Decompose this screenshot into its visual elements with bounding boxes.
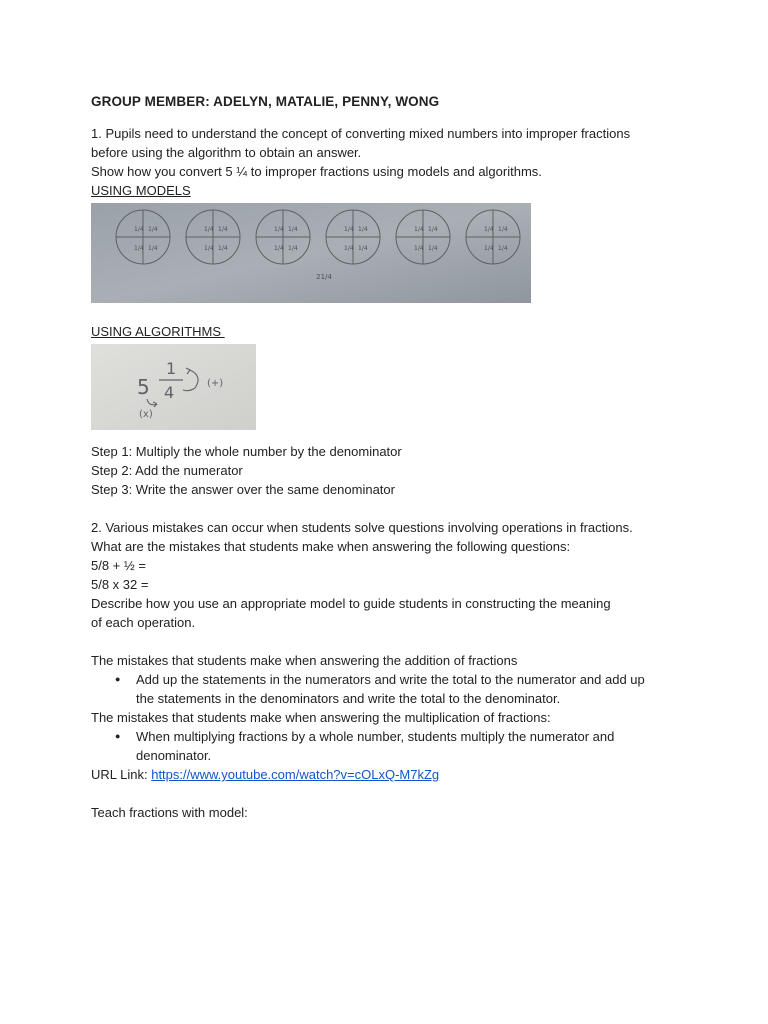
quarter-label: 1/4: [344, 245, 354, 252]
url-line: [91, 765, 691, 784]
document-body: [91, 92, 691, 822]
quarter-label: 1/4: [484, 226, 494, 233]
quarter-label: 1/4: [428, 226, 438, 233]
algo-denominator: 4: [164, 383, 175, 402]
question-2-line-2: What are the mistakes that students make when answering the following questions:: [91, 539, 571, 554]
quarter-label: 1/4: [148, 226, 158, 233]
quarter-label: 1/4: [414, 226, 424, 233]
quarter-label: 1/4: [218, 245, 228, 252]
expression-multiplication: 5/8 x 32 =: [91, 577, 149, 592]
quarter-label: 1/4: [288, 226, 298, 233]
list-item: [136, 670, 691, 708]
quarter-label: 1/4: [274, 245, 284, 252]
quarter-label: 1/4: [498, 245, 508, 252]
multiplication-bullet-line-2: denominator.: [136, 748, 212, 763]
addition-mistakes-intro: The mistakes that students make when answering the addition of fractions: [91, 653, 518, 668]
quarter-label: 1/4: [344, 226, 354, 233]
addition-bullet-line-2: the statements in the denominators and write the total to the denominator.: [136, 691, 561, 706]
question-2-line-4: of each operation.: [91, 615, 196, 630]
question-1-line-3: Show how you convert 5 ¼ to improper fractions using models and algorithms.: [91, 164, 542, 179]
quarter-label: 1/4: [414, 245, 424, 252]
algorithm-photo: [91, 344, 256, 430]
quarter-label: 1/4: [204, 245, 214, 252]
quarter-label: 1/4: [134, 245, 144, 252]
url-label: URL Link:: [91, 767, 152, 782]
addition-bullet-line-1: Add up the statements in the numerators and write the total to the numerator and add up: [136, 672, 645, 687]
step-3: Step 3: Write the answer over the same denominator: [91, 482, 395, 497]
multiplication-mistakes-intro: The mistakes that students make when answering the multiplication of fractions:: [91, 710, 551, 725]
algo-whole-number: 5: [137, 375, 150, 399]
quarter-label: 1/4: [484, 245, 494, 252]
addition-mistakes-list: [91, 670, 691, 708]
algo-numerator: 1: [166, 359, 177, 378]
teach-fractions-line: Teach fractions with model:: [91, 805, 248, 820]
quarter-label: 1/4: [288, 245, 298, 252]
multiplication-mistakes-list: [91, 727, 691, 765]
step-2: Step 2: Add the numerator: [91, 463, 243, 478]
quarter-label: 1/4: [204, 226, 214, 233]
step-1: Step 1: Multiply the whole number by the denominator: [91, 444, 402, 459]
using-models-label: USING MODELS: [91, 183, 191, 198]
quarter-label: 1/4: [498, 226, 508, 233]
list-item: [136, 727, 691, 765]
using-algorithms-label: USING ALGORITHMS: [91, 324, 225, 339]
quarter-label: 1/4: [428, 245, 438, 252]
quarter-label: 1/4: [274, 226, 284, 233]
group-members-heading: GROUP MEMBER: ADELYN, MATALIE, PENNY, WONG: [91, 94, 440, 109]
multiplication-bullet-line-1: When multiplying fractions by a whole number, students multiply the numerator and: [136, 729, 615, 744]
expression-addition: 5/8 + ½ =: [91, 558, 146, 573]
question-1-line-1: 1. Pupils need to understand the concept of converting mixed numbers into improper fractions: [91, 126, 631, 141]
quarter-label: 1/4: [148, 245, 158, 252]
quarter-label: 1/4: [218, 226, 228, 233]
quarter-label: 1/4: [358, 226, 368, 233]
algo-multiply-note: (x): [139, 409, 153, 420]
quarter-label: 1/4: [358, 245, 368, 252]
youtube-link[interactable]: https://www.youtube.com/watch?v=cOLxQ-M7kZg: [151, 767, 440, 782]
question-1-line-2: before using the algorithm to obtain an answer.: [91, 145, 362, 160]
fraction-circles-photo: [91, 203, 531, 303]
models-result-label: 21/4: [316, 273, 332, 281]
question-2-line-3: Describe how you use an appropriate model to guide students in constructing the meaning: [91, 596, 611, 611]
algo-add-note: (+): [207, 378, 224, 389]
question-2-line-1: 2. Various mistakes can occur when students solve questions involving operations in fractions.: [91, 520, 633, 535]
quarter-label: 1/4: [134, 226, 144, 233]
